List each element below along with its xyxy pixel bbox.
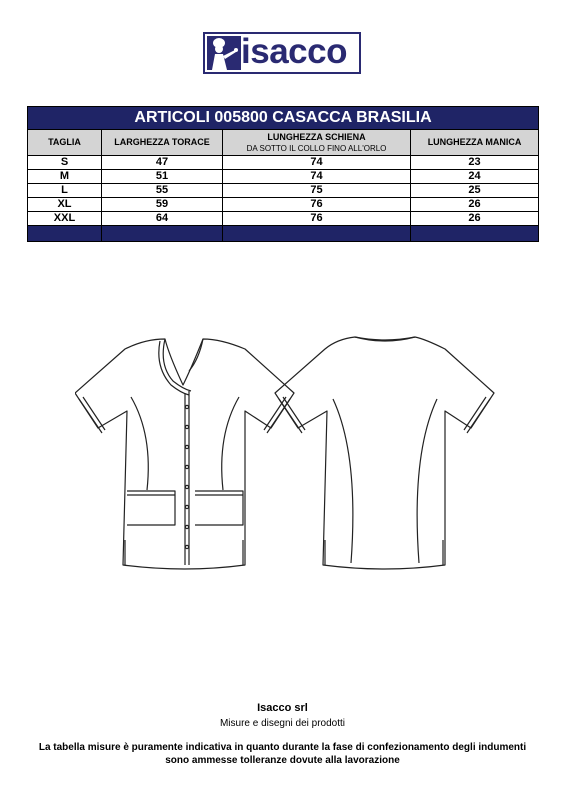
cell-manica: 26 (411, 212, 539, 226)
cell-schiena: 74 (223, 170, 411, 184)
cell-torace: 51 (102, 170, 223, 184)
cell-torace: 64 (102, 212, 223, 226)
table-row (28, 198, 539, 212)
cell-taglia: XL (28, 198, 102, 212)
cell-taglia: M (28, 170, 102, 184)
table-row (28, 212, 539, 226)
cell-schiena: 74 (223, 156, 411, 170)
cell-schiena: 76 (223, 198, 411, 212)
table-footer-bar (28, 226, 539, 242)
garment-front-view (75, 339, 294, 569)
cell-manica: 25 (411, 184, 539, 198)
garment-drawing (75, 325, 495, 580)
cell-manica: 24 (411, 170, 539, 184)
footer-disclaimer (0, 741, 565, 767)
cell-torace: 47 (102, 156, 223, 170)
header-larghezza-torace: LARGHEZZA TORACE (102, 130, 223, 156)
table-row (28, 184, 539, 198)
cell-taglia: S (28, 156, 102, 170)
footer-subtitle: Misure e disegni dei prodotti (219, 718, 346, 729)
footer-company: Isacco srl (257, 702, 308, 714)
header-lunghezza-manica: LUNGHEZZA MANICA (411, 130, 539, 156)
garment-back-view (275, 337, 494, 569)
brand-logo (203, 32, 361, 74)
header-lunghezza-schiena: LUNGHEZZA SCHIENA DA SOTTO IL COLLO FINO ALL'ORLO (223, 130, 411, 156)
brand-name: isacco (241, 32, 347, 71)
table-header-row (28, 130, 539, 156)
table-row (28, 170, 539, 184)
table-title: ARTICOLI 005800 CASACCA BRASILIA (28, 107, 539, 130)
cell-torace: 55 (102, 184, 223, 198)
table-row (28, 156, 539, 170)
cell-taglia: L (28, 184, 102, 198)
chef-figure-icon (207, 36, 241, 70)
footer-disclaimer-line1: La tabella misure è puramente indicativa in quanto durante la fase di confezionamento degli indumenti (38, 742, 527, 753)
cell-manica: 23 (411, 156, 539, 170)
cell-torace: 59 (102, 198, 223, 212)
cell-schiena: 76 (223, 212, 411, 226)
header-lunghezza-schiena-sub: DA SOTTO IL COLLO FINO ALL'ORLO (246, 143, 387, 153)
cell-schiena: 75 (223, 184, 411, 198)
cell-manica: 26 (411, 198, 539, 212)
cell-taglia: XXL (28, 212, 102, 226)
size-table (27, 106, 539, 242)
header-taglia: TAGLIA (28, 130, 102, 156)
table-title-row (28, 107, 539, 130)
footer-disclaimer-line2: sono ammesse tolleranze dovute alla lavorazione (165, 755, 400, 766)
